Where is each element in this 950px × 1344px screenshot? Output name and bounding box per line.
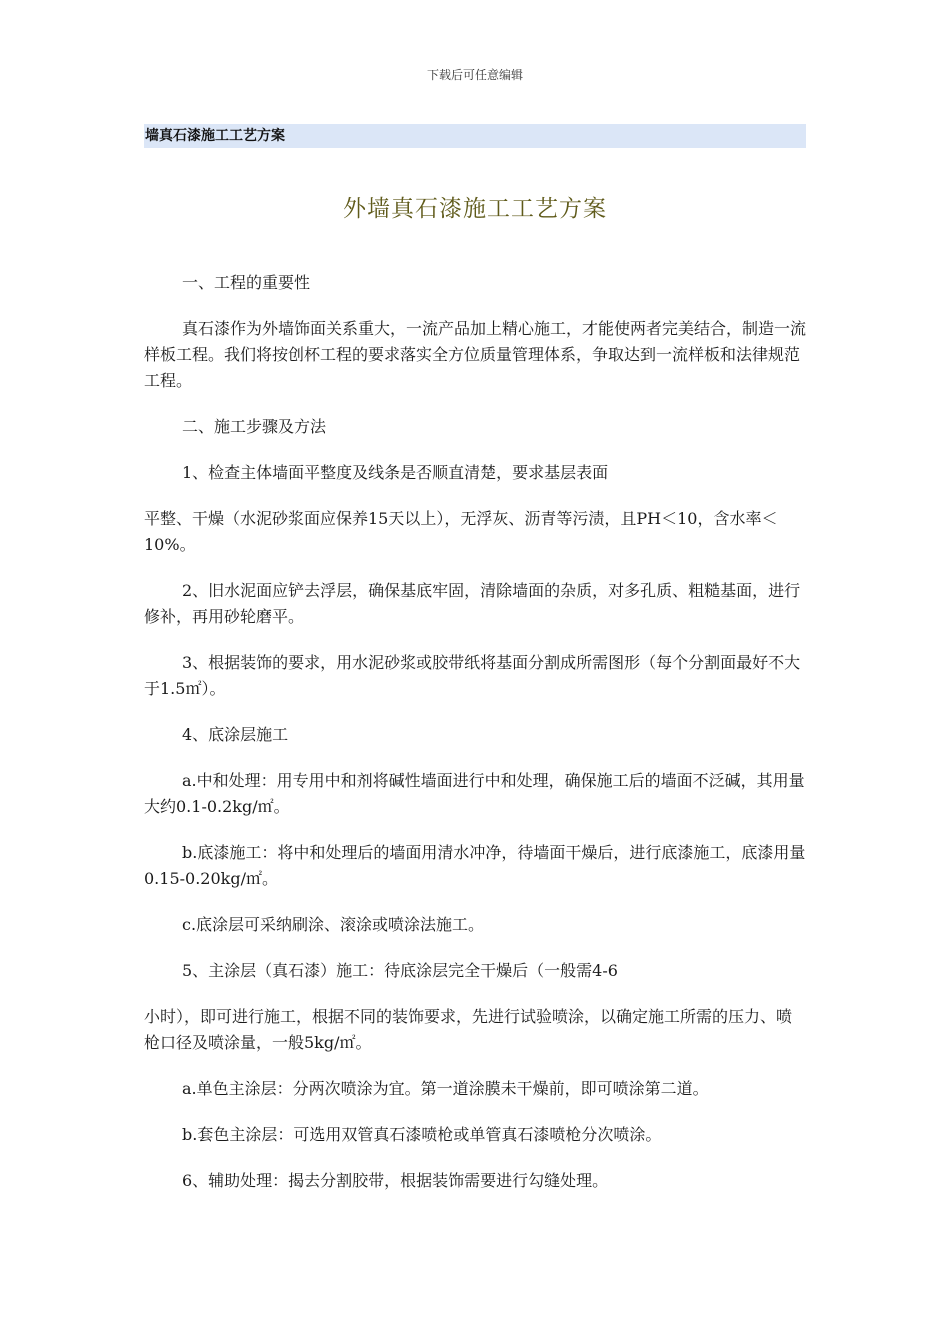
document-body bbox=[144, 270, 806, 1194]
step-4c: c.底涂层可采纳刷涂、滚涂或喷涂法施工。 bbox=[182, 915, 485, 934]
step-6: 6、辅助处理：揭去分割胶带，根据装饰需要进行勾缝处理。 bbox=[182, 1171, 609, 1190]
step-1-line-1: 1、检查主体墙面平整度及线条是否顺直清楚，要求基层表面 bbox=[182, 463, 609, 482]
step-5b: b.套色主涂层：可选用双管真石漆喷枪或单管真石漆喷枪分次喷涂。 bbox=[182, 1125, 662, 1144]
step-5-line-2: 小时），即可进行施工，根据不同的装饰要求，先进行试验喷涂，以确定施工所需的压力、喷枪口径及喷涂量，一般5kg/㎡。 bbox=[144, 1007, 793, 1052]
page-title: 外墙真石漆施工工艺方案 bbox=[343, 196, 607, 222]
section-heading-importance: 一、工程的重要性 bbox=[182, 273, 311, 292]
section-heading-steps: 二、施工步骤及方法 bbox=[182, 417, 327, 436]
step-4-heading: 4、底涂层施工 bbox=[182, 725, 289, 744]
step-5-line-1: 5、主涂层（真石漆）施工：待底涂层完全干燥后（一般需4-6 bbox=[182, 961, 618, 980]
step-4b: b.底漆施工：将中和处理后的墙面用清水冲净，待墙面干燥后，进行底漆施工，底漆用量0.15-0.20kg/㎡。 bbox=[144, 843, 806, 888]
step-4a: a.中和处理：用专用中和剂将碱性墙面进行中和处理，确保施工后的墙面不泛碱，其用量大约0.1-0.2kg/㎡。 bbox=[144, 771, 805, 816]
header-note: 下载后可任意编辑 bbox=[426, 68, 523, 82]
step-5a: a.单色主涂层：分两次喷涂为宜。第一道涂膜未干燥前，即可喷涂第二道。 bbox=[182, 1079, 709, 1098]
step-1-line-2: 平整、干燥（水泥砂浆面应保养15天以上），无浮灰、沥青等污渍，且PH＜10，含水率＜10%。 bbox=[144, 509, 778, 554]
document-title-bar: 墙真石漆施工工艺方案 bbox=[144, 124, 806, 148]
step-2: 2、旧水泥面应铲去浮层，确保基底牢固，清除墙面的杂质，对多孔质、粗糙基面，进行修补，再用砂轮磨平。 bbox=[144, 581, 801, 626]
step-3: 3、根据装饰的要求，用水泥砂浆或胶带纸将基面分割成所需图形（每个分割面最好不大于1.5㎡）。 bbox=[144, 653, 801, 698]
paragraph-intro: 真石漆作为外墙饰面关系重大，一流产品加上精心施工，才能使两者完美结合，制造一流样板工程。我们将按创杯工程的要求落实全方位质量管理体系，争取达到一流样板和法律规范工程。 bbox=[144, 319, 807, 390]
